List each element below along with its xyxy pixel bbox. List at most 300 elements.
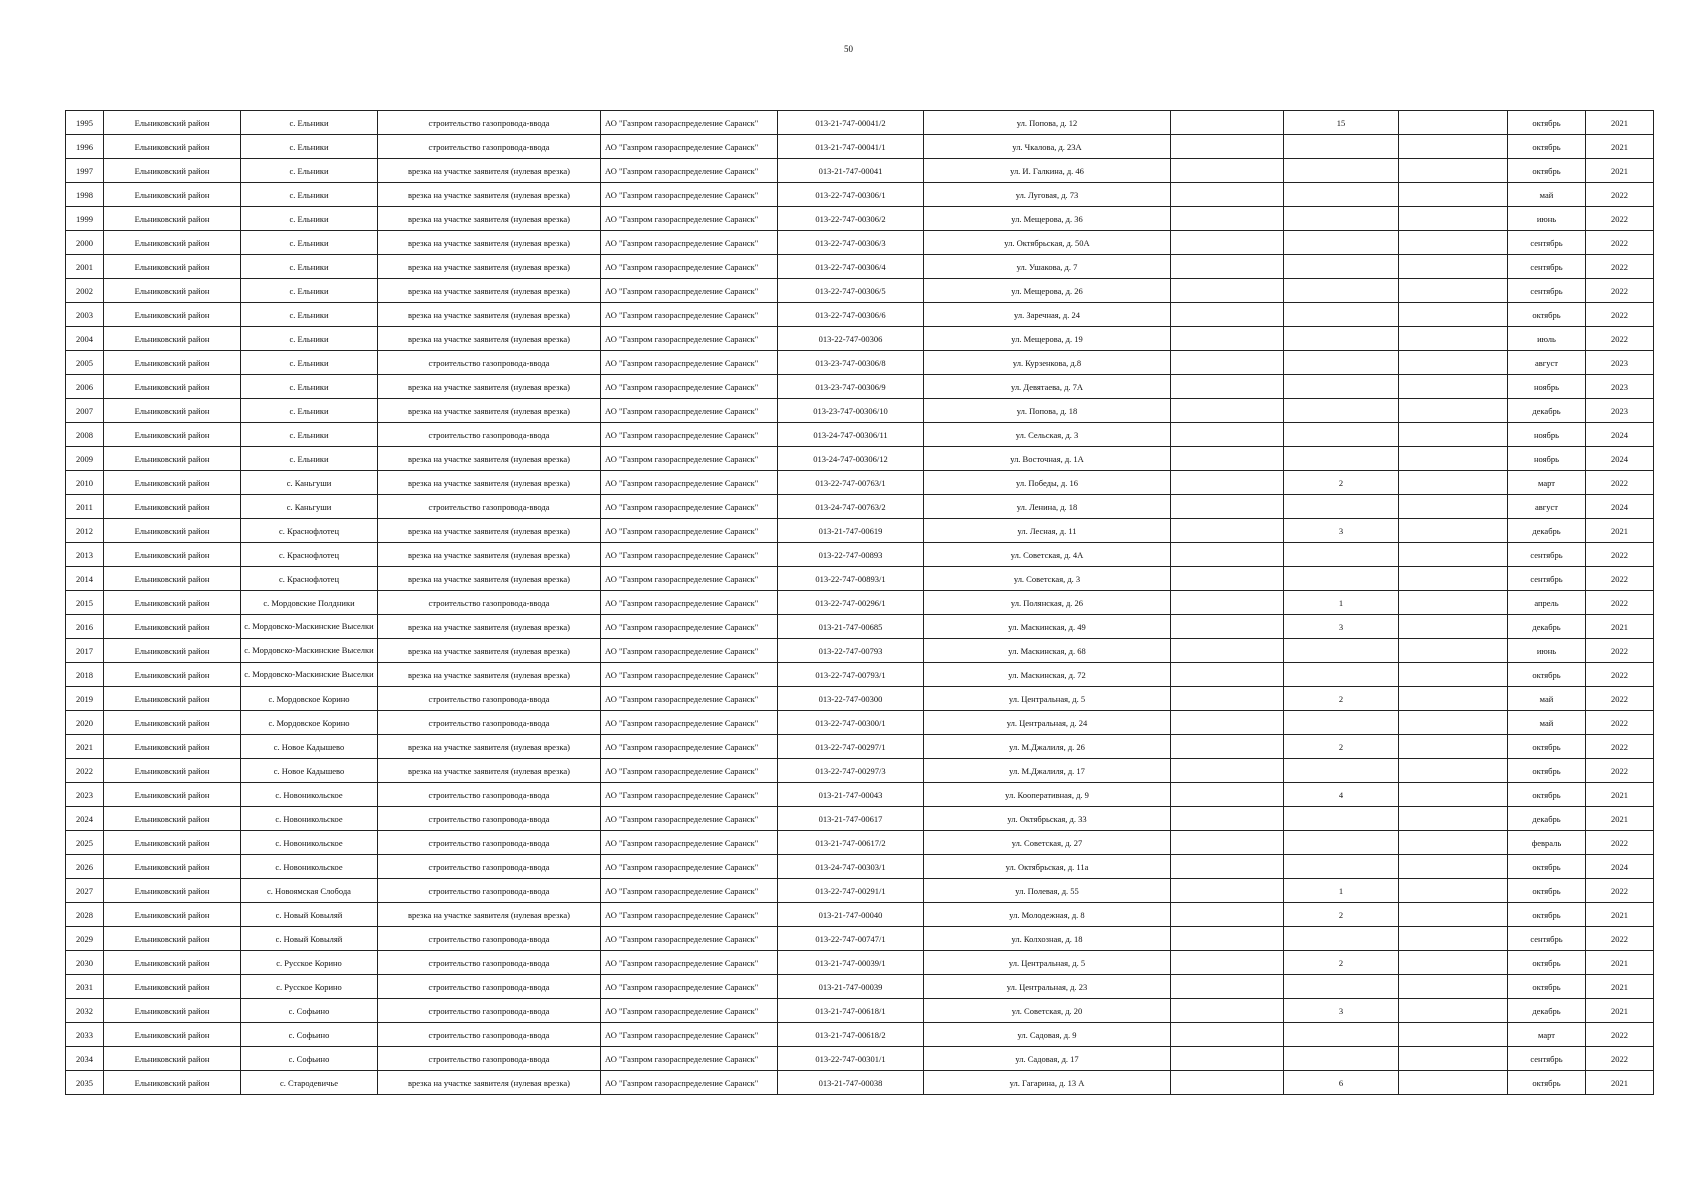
empty-cell — [1399, 159, 1508, 183]
organization-cell: АО "Газпром газораспределение Саранск" — [601, 759, 778, 783]
organization-cell: АО "Газпром газораспределение Саранск" — [601, 711, 778, 735]
count-cell — [1284, 495, 1399, 519]
organization-cell: АО "Газпром газораспределение Саранск" — [601, 543, 778, 567]
month-cell: март — [1508, 1023, 1586, 1047]
month-cell: сентябрь — [1508, 279, 1586, 303]
address-cell: ул. Октябрьская, д. 50А — [924, 231, 1171, 255]
count-cell: 6 — [1284, 1071, 1399, 1095]
table-row — [66, 687, 1654, 711]
count-cell — [1284, 159, 1399, 183]
empty-cell — [1399, 495, 1508, 519]
address-cell: ул. Молодежная, д. 8 — [924, 903, 1171, 927]
district-cell: Ельниковский район — [104, 207, 241, 231]
row-number-cell: 1996 — [66, 135, 104, 159]
row-number-cell: 2034 — [66, 1047, 104, 1071]
empty-cell — [1399, 135, 1508, 159]
address-cell: ул. Маскинская, д. 72 — [924, 663, 1171, 687]
row-number-cell: 2032 — [66, 999, 104, 1023]
address-cell: ул. Октябрьская, д. 11а — [924, 855, 1171, 879]
table-row — [66, 471, 1654, 495]
empty-cell — [1399, 591, 1508, 615]
address-cell: ул. Советская, д. 4А — [924, 543, 1171, 567]
settlement-cell: с. Ельники — [241, 111, 378, 135]
registry-code-cell: 013-22-747-00306/2 — [778, 207, 924, 231]
settlement-cell: с. Стародевичье — [241, 1071, 378, 1095]
row-number-cell: 2001 — [66, 255, 104, 279]
year-cell: 2021 — [1586, 999, 1654, 1023]
row-number-cell: 2011 — [66, 495, 104, 519]
table-row — [66, 831, 1654, 855]
table-row — [66, 1071, 1654, 1095]
empty-cell — [1399, 1047, 1508, 1071]
empty-cell — [1399, 303, 1508, 327]
count-cell — [1284, 759, 1399, 783]
district-cell: Ельниковский район — [104, 975, 241, 999]
settlement-cell: с. Мордовско-Маскинские Выселки — [241, 639, 378, 663]
empty-cell — [1171, 567, 1284, 591]
table-row — [66, 759, 1654, 783]
empty-cell — [1171, 663, 1284, 687]
organization-cell: АО "Газпром газораспределение Саранск" — [601, 687, 778, 711]
registry-code-cell: 013-24-747-00303/1 — [778, 855, 924, 879]
count-cell — [1284, 975, 1399, 999]
empty-cell — [1171, 207, 1284, 231]
row-number-cell: 2033 — [66, 1023, 104, 1047]
address-cell: ул. Полянская, д. 26 — [924, 591, 1171, 615]
work-type-cell: врезка на участке заявителя (нулевая врезка) — [378, 903, 601, 927]
address-cell: ул. Гагарина, д. 13 А — [924, 1071, 1171, 1095]
address-cell: ул. И. Галкина, д. 46 — [924, 159, 1171, 183]
district-cell: Ельниковский район — [104, 999, 241, 1023]
work-type-cell: врезка на участке заявителя (нулевая врезка) — [378, 543, 601, 567]
year-cell: 2022 — [1586, 231, 1654, 255]
table-row — [66, 375, 1654, 399]
empty-cell — [1171, 351, 1284, 375]
empty-cell — [1171, 783, 1284, 807]
settlement-cell: с. Мордовско-Маскинские Выселки — [241, 663, 378, 687]
month-cell: декабрь — [1508, 615, 1586, 639]
month-cell: апрель — [1508, 591, 1586, 615]
empty-cell — [1399, 687, 1508, 711]
month-cell: август — [1508, 495, 1586, 519]
table-row — [66, 591, 1654, 615]
year-cell: 2021 — [1586, 111, 1654, 135]
registry-code-cell: 013-22-747-00893 — [778, 543, 924, 567]
empty-cell — [1171, 423, 1284, 447]
registry-code-cell: 013-22-747-00300 — [778, 687, 924, 711]
work-type-cell: врезка на участке заявителя (нулевая врезка) — [378, 735, 601, 759]
empty-cell — [1399, 639, 1508, 663]
district-cell: Ельниковский район — [104, 471, 241, 495]
empty-cell — [1399, 111, 1508, 135]
empty-cell — [1399, 759, 1508, 783]
year-cell: 2021 — [1586, 135, 1654, 159]
table-row — [66, 975, 1654, 999]
address-cell: ул. Курзенкова, д.8 — [924, 351, 1171, 375]
table-row — [66, 231, 1654, 255]
table-row — [66, 639, 1654, 663]
empty-cell — [1399, 231, 1508, 255]
empty-cell — [1399, 207, 1508, 231]
year-cell: 2022 — [1586, 663, 1654, 687]
registry-code-cell: 013-24-747-00306/12 — [778, 447, 924, 471]
work-type-cell: врезка на участке заявителя (нулевая врезка) — [378, 207, 601, 231]
work-type-cell: строительство газопровода-ввода — [378, 711, 601, 735]
table-row — [66, 303, 1654, 327]
month-cell: октябрь — [1508, 735, 1586, 759]
count-cell — [1284, 423, 1399, 447]
year-cell: 2022 — [1586, 1023, 1654, 1047]
month-cell: ноябрь — [1508, 375, 1586, 399]
registry-code-cell: 013-21-747-00041 — [778, 159, 924, 183]
empty-cell — [1171, 327, 1284, 351]
empty-cell — [1171, 615, 1284, 639]
table-row — [66, 927, 1654, 951]
work-type-cell: врезка на участке заявителя (нулевая врезка) — [378, 639, 601, 663]
empty-cell — [1171, 1047, 1284, 1071]
address-cell: ул. Центральная, д. 23 — [924, 975, 1171, 999]
empty-cell — [1171, 927, 1284, 951]
work-type-cell: строительство газопровода-ввода — [378, 111, 601, 135]
table-row — [66, 351, 1654, 375]
year-cell: 2024 — [1586, 447, 1654, 471]
settlement-cell: с. Софьино — [241, 1023, 378, 1047]
row-number-cell: 2003 — [66, 303, 104, 327]
organization-cell: АО "Газпром газораспределение Саранск" — [601, 327, 778, 351]
organization-cell: АО "Газпром газораспределение Саранск" — [601, 423, 778, 447]
district-cell: Ельниковский район — [104, 663, 241, 687]
organization-cell: АО "Газпром газораспределение Саранск" — [601, 351, 778, 375]
year-cell: 2023 — [1586, 351, 1654, 375]
address-cell: ул. Маскинская, д. 49 — [924, 615, 1171, 639]
registry-code-cell: 013-21-747-00039 — [778, 975, 924, 999]
address-cell: ул. Восточная, д. 1А — [924, 447, 1171, 471]
count-cell — [1284, 231, 1399, 255]
settlement-cell: с. Мордовское Корино — [241, 711, 378, 735]
row-number-cell: 1999 — [66, 207, 104, 231]
empty-cell — [1171, 855, 1284, 879]
table-row — [66, 903, 1654, 927]
year-cell: 2022 — [1586, 183, 1654, 207]
empty-cell — [1171, 543, 1284, 567]
address-cell: ул. Колхозная, д. 18 — [924, 927, 1171, 951]
table-body — [66, 111, 1654, 1095]
organization-cell: АО "Газпром газораспределение Саранск" — [601, 231, 778, 255]
year-cell: 2021 — [1586, 975, 1654, 999]
count-cell: 3 — [1284, 999, 1399, 1023]
settlement-cell: с. Новое Кадышево — [241, 735, 378, 759]
district-cell: Ельниковский район — [104, 615, 241, 639]
empty-cell — [1399, 735, 1508, 759]
empty-cell — [1399, 255, 1508, 279]
row-number-cell: 2020 — [66, 711, 104, 735]
row-number-cell: 2019 — [66, 687, 104, 711]
gas-connection-table — [65, 110, 1654, 1095]
count-cell — [1284, 375, 1399, 399]
work-type-cell: строительство газопровода-ввода — [378, 831, 601, 855]
count-cell: 1 — [1284, 879, 1399, 903]
empty-cell — [1399, 1023, 1508, 1047]
year-cell: 2022 — [1586, 327, 1654, 351]
count-cell — [1284, 543, 1399, 567]
row-number-cell: 1995 — [66, 111, 104, 135]
settlement-cell: с. Ельники — [241, 159, 378, 183]
count-cell — [1284, 927, 1399, 951]
year-cell: 2022 — [1586, 207, 1654, 231]
count-cell: 3 — [1284, 615, 1399, 639]
month-cell: сентябрь — [1508, 927, 1586, 951]
count-cell — [1284, 303, 1399, 327]
row-number-cell: 2008 — [66, 423, 104, 447]
count-cell: 2 — [1284, 687, 1399, 711]
organization-cell: АО "Газпром газораспределение Саранск" — [601, 999, 778, 1023]
table-row — [66, 783, 1654, 807]
empty-cell — [1399, 711, 1508, 735]
address-cell: ул. Заречная, д. 24 — [924, 303, 1171, 327]
month-cell: ноябрь — [1508, 423, 1586, 447]
empty-cell — [1399, 1071, 1508, 1095]
row-number-cell: 2000 — [66, 231, 104, 255]
table-row — [66, 207, 1654, 231]
address-cell: ул. Попова, д. 18 — [924, 399, 1171, 423]
month-cell: октябрь — [1508, 951, 1586, 975]
year-cell: 2024 — [1586, 495, 1654, 519]
empty-cell — [1399, 999, 1508, 1023]
organization-cell: АО "Газпром газораспределение Саранск" — [601, 1023, 778, 1047]
year-cell: 2021 — [1586, 807, 1654, 831]
organization-cell: АО "Газпром газораспределение Саранск" — [601, 447, 778, 471]
settlement-cell: с. Краснофлотец — [241, 519, 378, 543]
month-cell: октябрь — [1508, 975, 1586, 999]
row-number-cell: 2015 — [66, 591, 104, 615]
district-cell: Ельниковский район — [104, 687, 241, 711]
organization-cell: АО "Газпром газораспределение Саранск" — [601, 255, 778, 279]
settlement-cell: с. Новоникольское — [241, 783, 378, 807]
address-cell: ул. Центральная, д. 5 — [924, 951, 1171, 975]
work-type-cell: врезка на участке заявителя (нулевая врезка) — [378, 447, 601, 471]
month-cell: сентябрь — [1508, 1047, 1586, 1071]
year-cell: 2022 — [1586, 831, 1654, 855]
organization-cell: АО "Газпром газораспределение Саранск" — [601, 807, 778, 831]
table-row — [66, 543, 1654, 567]
registry-code-cell: 013-22-747-00296/1 — [778, 591, 924, 615]
registry-code-cell: 013-22-747-00300/1 — [778, 711, 924, 735]
row-number-cell: 2026 — [66, 855, 104, 879]
empty-cell — [1171, 687, 1284, 711]
organization-cell: АО "Газпром газораспределение Саранск" — [601, 183, 778, 207]
month-cell: октябрь — [1508, 855, 1586, 879]
organization-cell: АО "Газпром газораспределение Саранск" — [601, 927, 778, 951]
district-cell: Ельниковский район — [104, 1047, 241, 1071]
district-cell: Ельниковский район — [104, 327, 241, 351]
district-cell: Ельниковский район — [104, 279, 241, 303]
table-row — [66, 615, 1654, 639]
settlement-cell: с. Софьино — [241, 999, 378, 1023]
empty-cell — [1171, 471, 1284, 495]
registry-code-cell: 013-22-747-00763/1 — [778, 471, 924, 495]
empty-cell — [1171, 711, 1284, 735]
empty-cell — [1171, 399, 1284, 423]
month-cell: июль — [1508, 327, 1586, 351]
table-row — [66, 447, 1654, 471]
row-number-cell: 2010 — [66, 471, 104, 495]
year-cell: 2022 — [1586, 711, 1654, 735]
count-cell: 2 — [1284, 903, 1399, 927]
registry-code-cell: 013-22-747-00306/3 — [778, 231, 924, 255]
organization-cell: АО "Газпром газораспределение Саранск" — [601, 855, 778, 879]
registry-code-cell: 013-22-747-00306/4 — [778, 255, 924, 279]
registry-code-cell: 013-21-747-00043 — [778, 783, 924, 807]
year-cell: 2022 — [1586, 303, 1654, 327]
work-type-cell: врезка на участке заявителя (нулевая врезка) — [378, 279, 601, 303]
district-cell: Ельниковский район — [104, 111, 241, 135]
settlement-cell: с. Краснофлотец — [241, 543, 378, 567]
settlement-cell: с. Русское Корино — [241, 975, 378, 999]
year-cell: 2023 — [1586, 399, 1654, 423]
district-cell: Ельниковский район — [104, 447, 241, 471]
district-cell: Ельниковский район — [104, 423, 241, 447]
work-type-cell: строительство газопровода-ввода — [378, 975, 601, 999]
table-row — [66, 567, 1654, 591]
work-type-cell: врезка на участке заявителя (нулевая врезка) — [378, 615, 601, 639]
settlement-cell: с. Ельники — [241, 183, 378, 207]
month-cell: октябрь — [1508, 111, 1586, 135]
organization-cell: АО "Газпром газораспределение Саранск" — [601, 663, 778, 687]
year-cell: 2022 — [1586, 279, 1654, 303]
settlement-cell: с. Ельники — [241, 135, 378, 159]
empty-cell — [1171, 591, 1284, 615]
settlement-cell: с. Софьино — [241, 1047, 378, 1071]
work-type-cell: строительство газопровода-ввода — [378, 1047, 601, 1071]
year-cell: 2022 — [1586, 1047, 1654, 1071]
count-cell — [1284, 207, 1399, 231]
organization-cell: АО "Газпром газораспределение Саранск" — [601, 735, 778, 759]
table-row — [66, 999, 1654, 1023]
month-cell: май — [1508, 711, 1586, 735]
count-cell: 2 — [1284, 471, 1399, 495]
month-cell: сентябрь — [1508, 543, 1586, 567]
month-cell: октябрь — [1508, 303, 1586, 327]
row-number-cell: 2023 — [66, 783, 104, 807]
empty-cell — [1171, 519, 1284, 543]
empty-cell — [1171, 255, 1284, 279]
settlement-cell: с. Ельники — [241, 279, 378, 303]
work-type-cell: врезка на участке заявителя (нулевая врезка) — [378, 759, 601, 783]
empty-cell — [1399, 423, 1508, 447]
count-cell: 2 — [1284, 735, 1399, 759]
year-cell: 2024 — [1586, 855, 1654, 879]
month-cell: август — [1508, 351, 1586, 375]
month-cell: октябрь — [1508, 903, 1586, 927]
table-row — [66, 135, 1654, 159]
year-cell: 2022 — [1586, 687, 1654, 711]
organization-cell: АО "Газпром газораспределение Саранск" — [601, 567, 778, 591]
table-row — [66, 1047, 1654, 1071]
registry-code-cell: 013-21-747-00039/1 — [778, 951, 924, 975]
year-cell: 2022 — [1586, 255, 1654, 279]
district-cell: Ельниковский район — [104, 495, 241, 519]
table-row — [66, 255, 1654, 279]
month-cell: декабрь — [1508, 399, 1586, 423]
district-cell: Ельниковский район — [104, 831, 241, 855]
month-cell: июнь — [1508, 639, 1586, 663]
district-cell: Ельниковский район — [104, 1071, 241, 1095]
table-row — [66, 807, 1654, 831]
registry-code-cell: 013-22-747-00306/5 — [778, 279, 924, 303]
row-number-cell: 2009 — [66, 447, 104, 471]
address-cell: ул. Чкалова, д. 23А — [924, 135, 1171, 159]
table-row — [66, 855, 1654, 879]
settlement-cell: с. Новоникольское — [241, 831, 378, 855]
address-cell: ул. Победы, д. 16 — [924, 471, 1171, 495]
row-number-cell: 2018 — [66, 663, 104, 687]
table-row — [66, 1023, 1654, 1047]
empty-cell — [1171, 807, 1284, 831]
settlement-cell: с. Русское Корино — [241, 951, 378, 975]
table-row — [66, 399, 1654, 423]
registry-code-cell: 013-21-747-00040 — [778, 903, 924, 927]
empty-cell — [1171, 159, 1284, 183]
table-row — [66, 879, 1654, 903]
organization-cell: АО "Газпром газораспределение Саранск" — [601, 1047, 778, 1071]
count-cell — [1284, 351, 1399, 375]
settlement-cell: с. Ельники — [241, 423, 378, 447]
month-cell: октябрь — [1508, 783, 1586, 807]
year-cell: 2021 — [1586, 519, 1654, 543]
district-cell: Ельниковский район — [104, 639, 241, 663]
registry-code-cell: 013-21-747-00617 — [778, 807, 924, 831]
count-cell — [1284, 855, 1399, 879]
settlement-cell: с. Мордовско-Маскинские Выселки — [241, 615, 378, 639]
count-cell — [1284, 711, 1399, 735]
work-type-cell: строительство газопровода-ввода — [378, 423, 601, 447]
empty-cell — [1399, 399, 1508, 423]
count-cell — [1284, 639, 1399, 663]
organization-cell: АО "Газпром газораспределение Саранск" — [601, 831, 778, 855]
empty-cell — [1171, 879, 1284, 903]
work-type-cell: врезка на участке заявителя (нулевая врезка) — [378, 399, 601, 423]
empty-cell — [1399, 855, 1508, 879]
registry-code-cell: 013-23-747-00306/9 — [778, 375, 924, 399]
empty-cell — [1399, 567, 1508, 591]
row-number-cell: 2031 — [66, 975, 104, 999]
empty-cell — [1399, 471, 1508, 495]
district-cell: Ельниковский район — [104, 255, 241, 279]
settlement-cell: с. Каньгуши — [241, 495, 378, 519]
row-number-cell: 2014 — [66, 567, 104, 591]
organization-cell: АО "Газпром газораспределение Саранск" — [601, 639, 778, 663]
empty-cell — [1399, 447, 1508, 471]
registry-code-cell: 013-23-747-00306/8 — [778, 351, 924, 375]
month-cell: июнь — [1508, 207, 1586, 231]
month-cell: сентябрь — [1508, 231, 1586, 255]
work-type-cell: врезка на участке заявителя (нулевая врезка) — [378, 663, 601, 687]
work-type-cell: врезка на участке заявителя (нулевая врезка) — [378, 255, 601, 279]
district-cell: Ельниковский район — [104, 903, 241, 927]
row-number-cell: 2027 — [66, 879, 104, 903]
organization-cell: АО "Газпром газораспределение Саранск" — [601, 1071, 778, 1095]
table-row — [66, 495, 1654, 519]
empty-cell — [1171, 135, 1284, 159]
empty-cell — [1399, 519, 1508, 543]
organization-cell: АО "Газпром газораспределение Саранск" — [601, 375, 778, 399]
work-type-cell: строительство газопровода-ввода — [378, 855, 601, 879]
empty-cell — [1171, 183, 1284, 207]
settlement-cell: с. Ельники — [241, 207, 378, 231]
registry-code-cell: 013-21-747-00618/2 — [778, 1023, 924, 1047]
district-cell: Ельниковский район — [104, 375, 241, 399]
count-cell — [1284, 183, 1399, 207]
